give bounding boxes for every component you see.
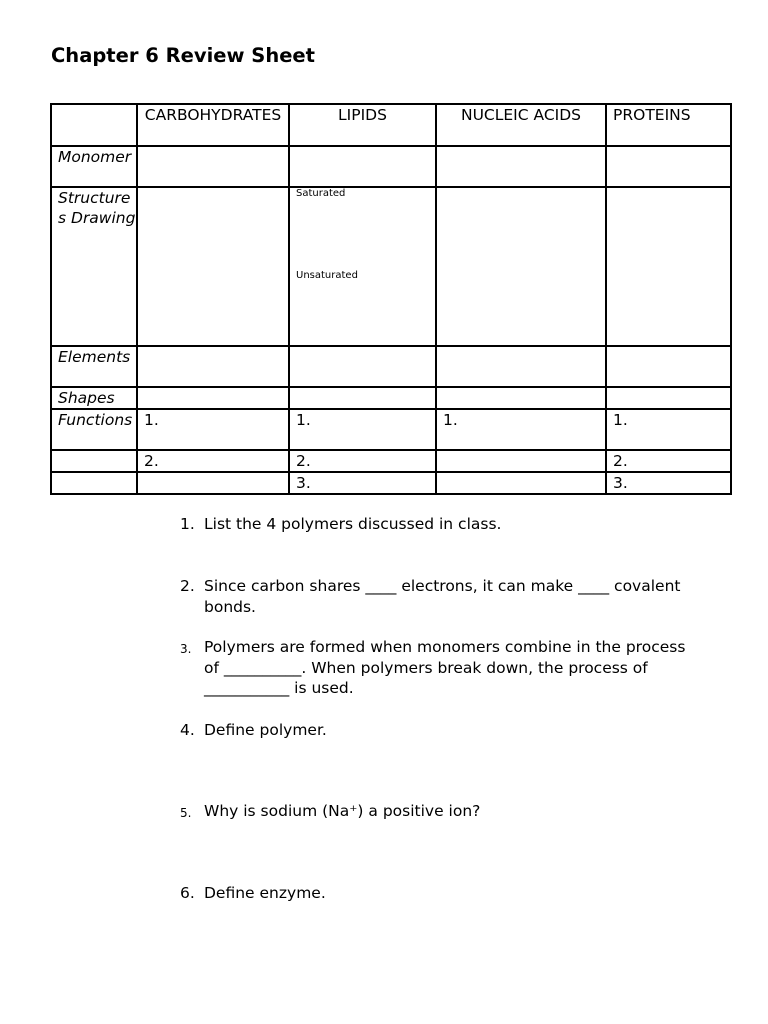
table-row-elements [51, 346, 731, 387]
cell-nucleic-monomer[interactable] [436, 146, 606, 187]
cell-lipid-shapes[interactable] [289, 387, 436, 409]
lipid-unsaturated-label: Unsaturated [296, 270, 358, 281]
cell-protein-function-2[interactable]: 2. [606, 450, 731, 472]
cell-protein-structures[interactable] [606, 187, 731, 346]
row-label-elements: Elements [51, 346, 137, 387]
cell-lipid-elements[interactable] [289, 346, 436, 387]
cell-lipid-monomer[interactable] [289, 146, 436, 187]
question-number: 6. [180, 884, 195, 902]
header-proteins: PROTEINS [606, 104, 731, 146]
table-row-functions-1 [51, 409, 731, 450]
question-item [180, 514, 700, 535]
question-text: Define enzyme. [204, 884, 326, 902]
cell-carb-shapes[interactable] [137, 387, 289, 409]
cell-nucleic-elements[interactable] [436, 346, 606, 387]
header-lipids: LIPIDS [289, 104, 436, 146]
cell-protein-shapes[interactable] [606, 387, 731, 409]
lipid-saturated-label: Saturated [296, 188, 346, 199]
question-text: Why is sodium (Na⁺) a positive ion? [204, 802, 481, 820]
cell-nucleic-function-2[interactable] [436, 450, 606, 472]
header-carbohydrates: CARBOHYDRATES [137, 104, 289, 146]
cell-protein-elements[interactable] [606, 346, 731, 387]
cell-carb-function-3[interactable] [137, 472, 289, 494]
question-item [180, 637, 700, 699]
page-title: Chapter 6 Review Sheet [51, 44, 315, 67]
row-label-structures: Structures Drawing [51, 187, 137, 346]
cell-protein-function-3[interactable]: 3. [606, 472, 731, 494]
cell-carb-monomer[interactable] [137, 146, 289, 187]
cell-nucleic-shapes[interactable] [436, 387, 606, 409]
row-label-monomer: Monomer [51, 146, 137, 187]
question-item [180, 801, 700, 822]
question-item [180, 720, 700, 741]
cell-lipid-function-1[interactable]: 1. [289, 409, 436, 450]
cell-nucleic-function-3[interactable] [436, 472, 606, 494]
cell-protein-monomer[interactable] [606, 146, 731, 187]
review-table [50, 103, 732, 495]
question-item [180, 576, 700, 617]
cell-carb-function-1[interactable]: 1. [137, 409, 289, 450]
cell-lipid-structures[interactable] [289, 187, 436, 346]
question-text: Define polymer. [204, 721, 327, 739]
question-number: 4. [180, 721, 195, 739]
table-row-functions-2 [51, 450, 731, 472]
header-nucleic-acids: NUCLEIC ACIDS [436, 104, 606, 146]
table-row-functions-3 [51, 472, 731, 494]
table-header-row [51, 104, 731, 146]
cell-carb-elements[interactable] [137, 346, 289, 387]
question-text: List the 4 polymers discussed in class. [204, 515, 502, 533]
row-label-shapes: Shapes [51, 387, 137, 409]
question-text: Polymers are formed when monomers combine in the process of __________. When polymers break down, the process of ___________ is used. [204, 638, 686, 697]
cell-lipid-function-3[interactable]: 3. [289, 472, 436, 494]
cell-protein-function-1[interactable]: 1. [606, 409, 731, 450]
row-label-functions: Functions [51, 409, 137, 450]
question-text: Since carbon shares ____ electrons, it can make ____ covalent bonds. [204, 577, 681, 616]
row-label-empty-3 [51, 472, 137, 494]
header-empty [51, 104, 137, 146]
table-row-monomer [51, 146, 731, 187]
cell-nucleic-function-1[interactable]: 1. [436, 409, 606, 450]
row-label-empty-2 [51, 450, 137, 472]
question-number: 5. [180, 806, 192, 820]
table-row-structures [51, 187, 731, 346]
cell-carb-function-2[interactable]: 2. [137, 450, 289, 472]
question-number: 3. [180, 642, 192, 656]
cell-carb-structures[interactable] [137, 187, 289, 346]
cell-lipid-function-2[interactable]: 2. [289, 450, 436, 472]
question-item [180, 883, 700, 904]
cell-nucleic-structures[interactable] [436, 187, 606, 346]
question-number: 2. [180, 577, 195, 595]
question-number: 1. [180, 515, 195, 533]
table-row-shapes [51, 387, 731, 409]
